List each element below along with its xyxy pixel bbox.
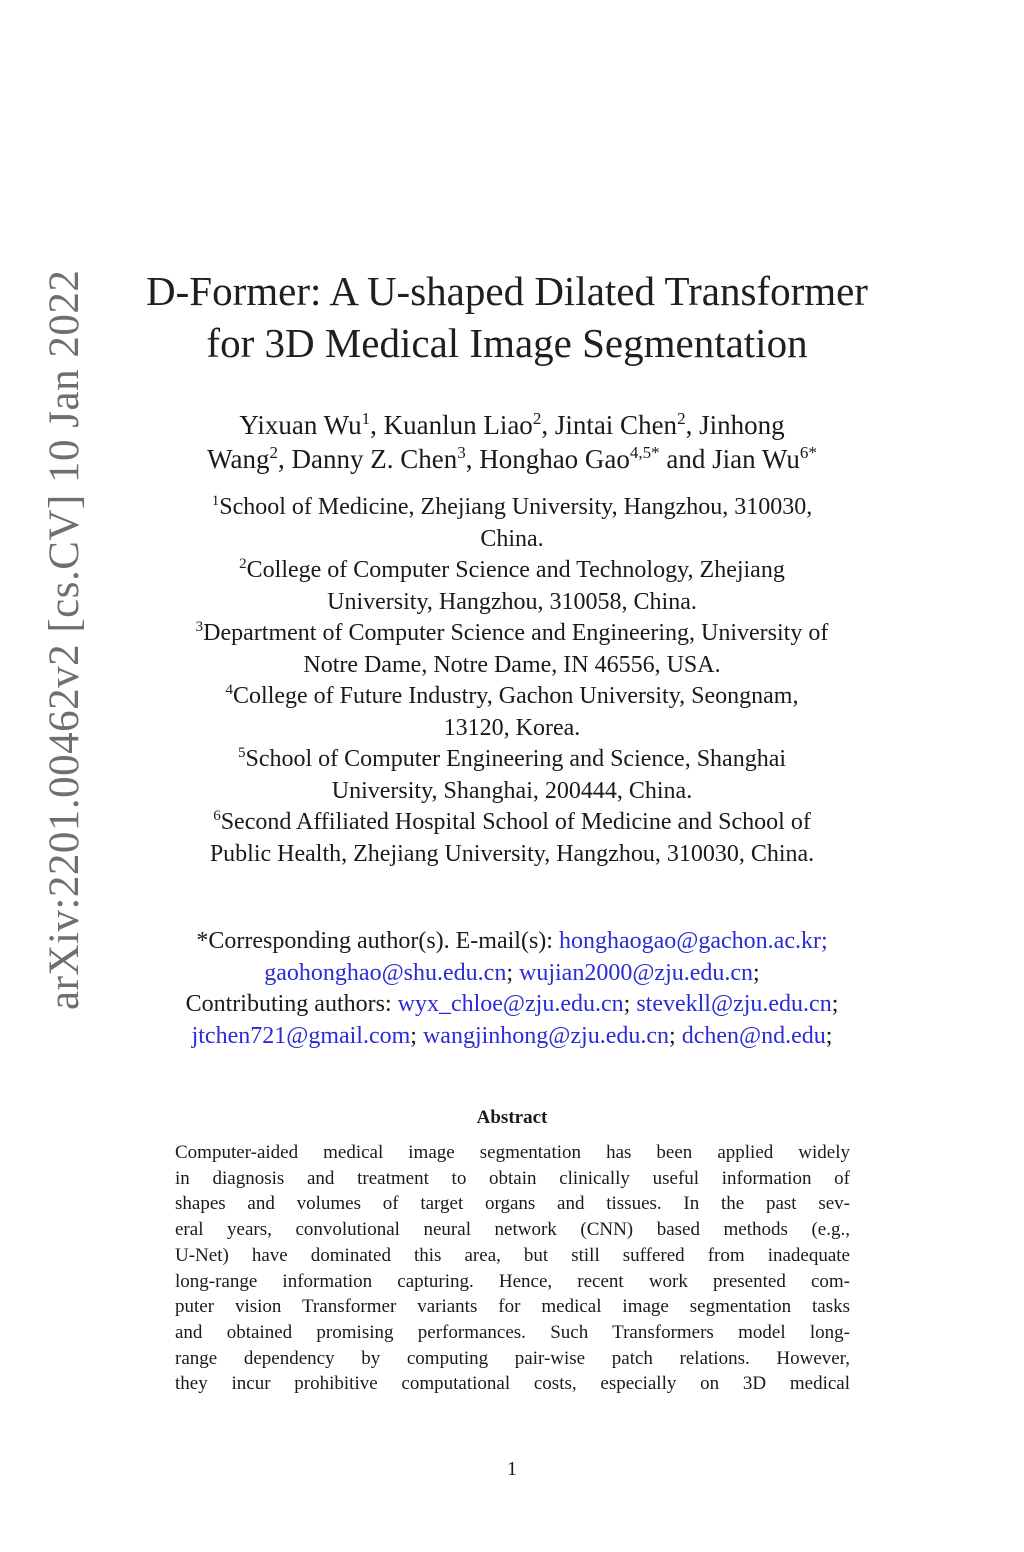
author-name: , Honghao Gao xyxy=(465,444,630,474)
author-affil-sup: 2 xyxy=(532,409,542,428)
abstract-line: eral years, convolutional neural network (CNN) based methods (e.g., xyxy=(175,1219,850,1241)
author-name: Wang xyxy=(207,444,270,474)
author-affil-sup: 3 xyxy=(457,443,466,462)
abstract-line: shapes and volumes of target organs and tissues. In the past sev- xyxy=(175,1193,850,1215)
affiliation-sup: 3 xyxy=(195,619,204,635)
abstract-line: they incur prohibitive computational costs, especially on 3D medical xyxy=(175,1373,850,1395)
author-affil-sup: 1 xyxy=(361,409,371,428)
abstract-line: long-range information capturing. Hence, recent work presented com- xyxy=(175,1270,850,1292)
email-link[interactable]: gaohonghao@shu.edu.cn xyxy=(264,959,507,986)
affiliation-text: School of Medicine, Zhejiang University, Hangzhou, 310030, xyxy=(219,494,813,520)
separator: ; xyxy=(831,991,839,1017)
abstract-line: in diagnosis and treatment to obtain clinically useful information of xyxy=(175,1167,850,1189)
correspondence-line-4 xyxy=(112,1021,912,1053)
author-list xyxy=(112,408,912,476)
page-number: 1 xyxy=(507,1458,517,1480)
author-name: , Danny Z. Chen xyxy=(277,444,458,474)
affiliation-text: College of Computer Science and Technology, Zhejiang xyxy=(246,557,785,583)
arxiv-identifier: arXiv:2201.00462v2 [cs.CV] 10 Jan 2022 xyxy=(41,269,88,1010)
affiliation-sup: 4 xyxy=(225,682,234,698)
author-name: , Jintai Chen xyxy=(541,410,678,440)
email-link[interactable]: honghaogao@gachon.ac.kr; xyxy=(558,928,828,954)
affiliation-line xyxy=(112,492,912,524)
affiliation-text: Department of Computer Science and Engineering, University of xyxy=(203,620,829,646)
abstract-line: and obtained promising performances. Such Transformers model long- xyxy=(175,1321,850,1343)
author-line-2 xyxy=(112,442,912,476)
author-affil-sup: 4,5* xyxy=(629,443,660,462)
affiliation-line xyxy=(112,807,912,839)
separator: ; xyxy=(623,991,637,1017)
email-link[interactable]: stevekll@zju.edu.cn xyxy=(636,991,832,1017)
abstract-line: U-Net) have dominated this area, but still suffered from inadequate xyxy=(175,1244,850,1266)
affiliation-text: Second Affiliated Hospital School of Medicine and School of xyxy=(220,809,811,835)
affiliation-line xyxy=(112,681,912,713)
affiliation-line: 13120, Korea. xyxy=(443,714,581,741)
author-affil-sup: 2 xyxy=(677,409,686,428)
affiliation-line: Public Health, Zhejiang University, Hangzhou, 310030, China. xyxy=(209,840,815,867)
author-name: , Kuanlun Liao xyxy=(370,410,533,440)
separator: ; xyxy=(410,1022,423,1049)
affiliation-line xyxy=(112,555,912,587)
abstract-line: range dependency by computing pair-wise patch relations. However, xyxy=(175,1347,850,1369)
correspondence-prefix: *Corresponding author(s). E-mail(s): xyxy=(196,928,559,954)
affiliation-sup: 5 xyxy=(237,745,246,761)
email-link[interactable]: wyx_chloe@zju.edu.cn xyxy=(397,991,624,1017)
affiliation-sup: 6 xyxy=(213,808,221,824)
author-name: Yixuan Wu xyxy=(239,410,362,440)
author-affil-sup: 2 xyxy=(269,443,278,462)
affiliation-text: College of Future Industry, Gachon University, Seongnam, xyxy=(233,683,799,709)
correspondence-block xyxy=(112,926,912,1052)
title-line-2: for 3D Medical Image Segmentation xyxy=(206,320,808,366)
abstract-line: Computer-aided medical image segmentation has been applied widely xyxy=(175,1142,850,1163)
correspondence-line-1 xyxy=(112,926,912,958)
affiliation-text: School of Computer Engineering and Science, Shanghai xyxy=(245,746,787,772)
affiliation-line: University, Shanghai, 200444, China. xyxy=(331,777,693,804)
affiliation-line xyxy=(112,618,912,650)
affiliation-sup: 1 xyxy=(211,493,220,509)
email-link[interactable]: wujian2000@zju.edu.cn xyxy=(519,959,754,986)
paper-title xyxy=(112,265,902,369)
author-line-1 xyxy=(112,408,912,442)
separator: ; xyxy=(506,959,519,986)
affiliation-sup: 2 xyxy=(239,556,247,572)
abstract-body xyxy=(175,1140,850,1397)
email-link[interactable]: jtchen721@gmail.com xyxy=(191,1022,411,1049)
author-affil-sup: 6* xyxy=(799,443,817,462)
affiliation-line: China. xyxy=(480,525,544,552)
separator: ; xyxy=(669,1022,682,1049)
separator: ; xyxy=(753,959,760,986)
correspondence-line-2 xyxy=(112,958,912,990)
title-line-1: D-Former: A U-shaped Dilated Transformer xyxy=(146,268,868,314)
correspondence-line-3 xyxy=(112,989,912,1021)
author-name: , Jinhong xyxy=(685,410,785,440)
contributing-prefix: Contributing authors: xyxy=(185,991,398,1017)
email-link[interactable]: wangjinhong@zju.edu.cn xyxy=(422,1022,670,1049)
affiliation-line: University, Hangzhou, 310058, China. xyxy=(327,588,697,615)
abstract-line: puter vision Transformer variants for medical image segmentation tasks xyxy=(175,1296,850,1318)
affiliation-list xyxy=(112,492,912,870)
author-name: and Jian Wu xyxy=(659,444,800,474)
abstract-heading: Abstract xyxy=(476,1107,548,1128)
email-link[interactable]: dchen@nd.edu xyxy=(681,1022,826,1049)
affiliation-line xyxy=(112,744,912,776)
separator: ; xyxy=(825,1022,833,1049)
affiliation-line: Notre Dame, Notre Dame, IN 46556, USA. xyxy=(303,651,721,678)
